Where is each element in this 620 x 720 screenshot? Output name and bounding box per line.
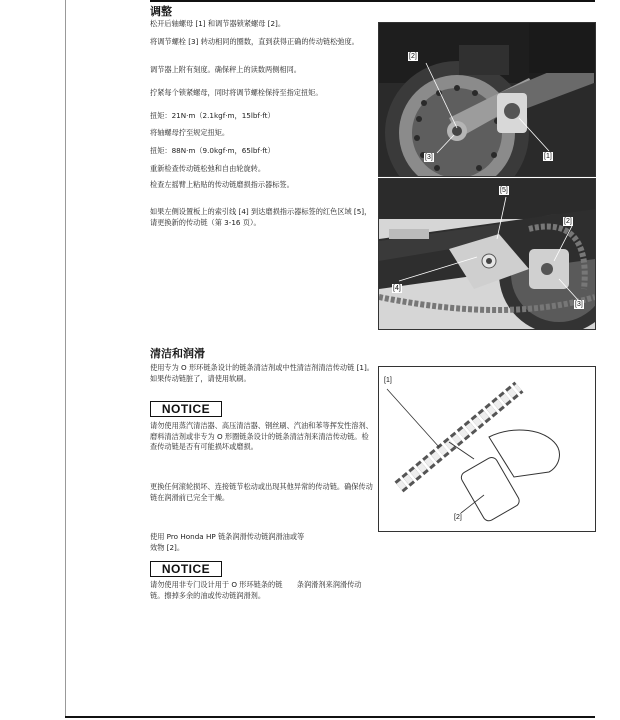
illus-label-2: [2]	[454, 514, 462, 521]
photo2-label-4: [4]	[393, 285, 401, 292]
section-title-cleaning: 清洁和润滑	[150, 347, 205, 360]
paragraph: 松开后轴螺母 [1] 和调节器锁紧螺母 [2]。	[150, 19, 286, 28]
bottom-rule	[65, 716, 595, 718]
paragraph: 更换任何滚轮损坏、连接链节松动或出现其他异常的传动链。确保传动链在润滑前已完全干燥。	[150, 482, 373, 502]
page-margin-rule	[65, 0, 66, 718]
section-title-adjustment: 调整	[150, 5, 172, 18]
paragraph: 检查左摇臂上粘贴的传动链磨损指示器标签。	[150, 180, 294, 189]
torque-spec: 扭矩：88N·m（9.0kgf·m，65lbf·ft）	[150, 146, 275, 155]
notice-text: 请勿使用非专门设计用于 O 形环链条的链 条润滑剂来润滑传动链。擦掉多余的油或传动链润滑剂。	[150, 580, 362, 600]
notice-label: NOTICE	[150, 561, 222, 577]
photo1-label-1: [1]	[544, 153, 552, 160]
paragraph: 拧紧每个锁紧螺母，同时将调节螺栓保持至指定扭矩。	[150, 88, 323, 97]
paragraph: 将调节螺栓 [3] 转动相同的圈数，直到获得正确的传动链松弛度。	[150, 37, 359, 46]
rear-axle-photo	[378, 22, 596, 177]
photo2-label-2: [2]	[564, 218, 572, 225]
photo2-label-5: [5]	[500, 187, 508, 194]
top-rule	[150, 0, 595, 2]
paragraph: 调节器上附有刻度。确保秤上的读数两侧相同。	[150, 65, 301, 74]
notice-label: NOTICE	[150, 401, 222, 417]
paragraph: 将轴螺母拧至规定扭矩。	[150, 128, 230, 137]
paragraph: 使用专为 O 形环链条设计的链条清洁剂或中性清洁剂清洁传动链 [1]。如果传动链脏了，请使用软刷。	[150, 363, 374, 383]
wear-indicator-image	[379, 179, 595, 329]
photo1-label-3: [3]	[425, 154, 433, 161]
paragraph: 重新检查传动链松弛和自由轮旋转。	[150, 164, 266, 173]
wear-indicator-photo	[378, 178, 596, 330]
notice-text: 请勿使用蒸汽清洁器、高压清洁器、钢丝刷、汽油和苯等挥发性溶剂、磨料清洁剂或非专为 O 形圈链条设计的链条清洁剂来清洁传动链。检查传动链是否有可能损坏或磨损。	[150, 421, 373, 451]
torque-spec: 扭矩：21N·m（2.1kgf·m，15lbf·ft）	[150, 111, 275, 120]
photo1-label-2: [2]	[409, 53, 417, 60]
paragraph: 使用 Pro Honda HP 链条润滑传动链润滑油或等效物 [2]。	[150, 532, 305, 552]
illus-label-1: [1]	[384, 377, 392, 384]
paragraph: 如果左侧设置板上的索引线 [4] 到达磨损指示器标签的红色区域 [5]，请更换新的传动链（第 3-16 页）。	[150, 207, 372, 227]
chain-cleaning-illustration	[378, 366, 596, 532]
chain-illustration-image	[379, 367, 595, 531]
photo2-label-3: [3]	[575, 301, 583, 308]
rear-axle-image	[379, 23, 595, 176]
